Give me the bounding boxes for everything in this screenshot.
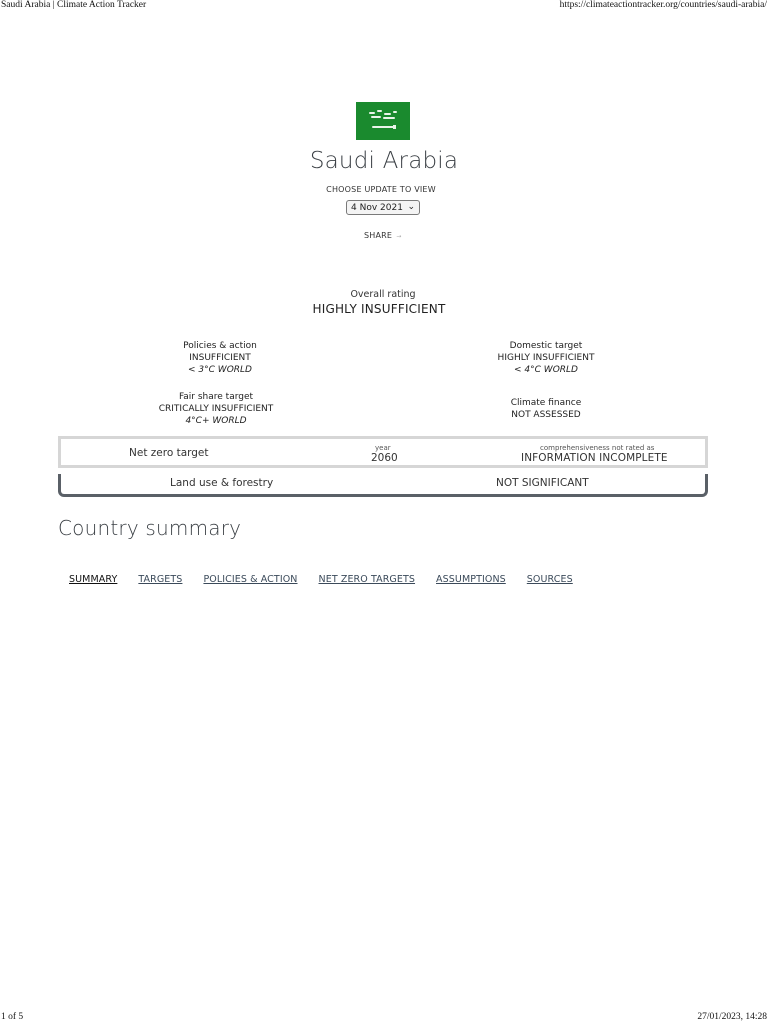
country-title: Saudi Arabia [309, 148, 459, 174]
rating-fairshare-world: 4°C+ WORLD [185, 416, 247, 426]
rating-domestic-label: Domestic target [509, 341, 583, 351]
update-select[interactable] [346, 200, 420, 215]
tab-net-zero-targets[interactable]: NET ZERO TARGETS [318, 574, 416, 585]
tab-sources[interactable]: SOURCES [526, 574, 573, 585]
rating-finance-value: NOT ASSESSED [511, 410, 581, 420]
print-header-url: https://climateactiontracker.org/countries/saudi-arabia/ [559, 0, 767, 10]
rating-fairshare-label: Fair share target [178, 392, 254, 402]
saudi-arabia-flag-icon [356, 102, 410, 140]
net-zero-year: 2060 [371, 452, 398, 464]
net-zero-comprehensiveness-label: comprehensiveness not rated as [540, 444, 655, 452]
land-use-label: Land use & forestry [170, 477, 274, 489]
rating-domestic-world: < 4°C WORLD [514, 365, 578, 375]
tab-summary[interactable]: SUMMARY [69, 574, 118, 585]
print-footer-page: 1 of 5 [1, 1012, 24, 1022]
rating-policies-world: < 3°C WORLD [188, 365, 252, 375]
net-zero-target-box [58, 436, 708, 468]
share-icon: → [396, 233, 402, 240]
net-zero-comprehensiveness-value: INFORMATION INCOMPLETE [521, 452, 668, 464]
update-label: CHOOSE UPDATE TO VIEW [326, 185, 436, 194]
print-footer-timestamp: 27/01/2023, 14:28 [697, 1012, 767, 1022]
rating-domestic [466, 340, 626, 376]
rating-fairshare-value: CRITICALLY INSUFFICIENT [158, 404, 274, 414]
summary-tabs [69, 574, 594, 585]
update-select-value: 4 Nov 2021 [351, 202, 403, 213]
tab-policies-action[interactable]: POLICIES & ACTION [203, 574, 298, 585]
rating-finance-label: Climate finance [510, 398, 582, 408]
tab-targets[interactable]: TARGETS [138, 574, 183, 585]
share-button[interactable] [364, 231, 401, 240]
share-label: SHARE [364, 231, 393, 240]
rating-domestic-value: HIGHLY INSUFFICIENT [497, 353, 595, 363]
country-summary-title: Country summary [58, 516, 242, 540]
chevron-down-icon: ⌄ [407, 202, 415, 212]
rating-policies-value: INSUFFICIENT [189, 353, 251, 363]
rating-policies [140, 340, 300, 376]
rating-finance [466, 397, 626, 421]
rating-policies-label: Policies & action [183, 341, 257, 351]
overall-rating-value: HIGHLY INSUFFICIENT [312, 302, 446, 316]
land-use-box [58, 474, 708, 497]
overall-rating-label: Overall rating [350, 289, 416, 300]
rating-fairshare [136, 391, 296, 427]
net-zero-label: Net zero target [129, 447, 209, 459]
flag-sword [372, 126, 394, 128]
tab-assumptions[interactable]: ASSUMPTIONS [436, 574, 506, 585]
land-use-value: NOT SIGNIFICANT [496, 477, 589, 489]
net-zero-year-label: year [375, 444, 391, 452]
flag-script [367, 110, 399, 120]
print-header-title: Saudi Arabia | Climate Action Tracker [1, 0, 147, 10]
